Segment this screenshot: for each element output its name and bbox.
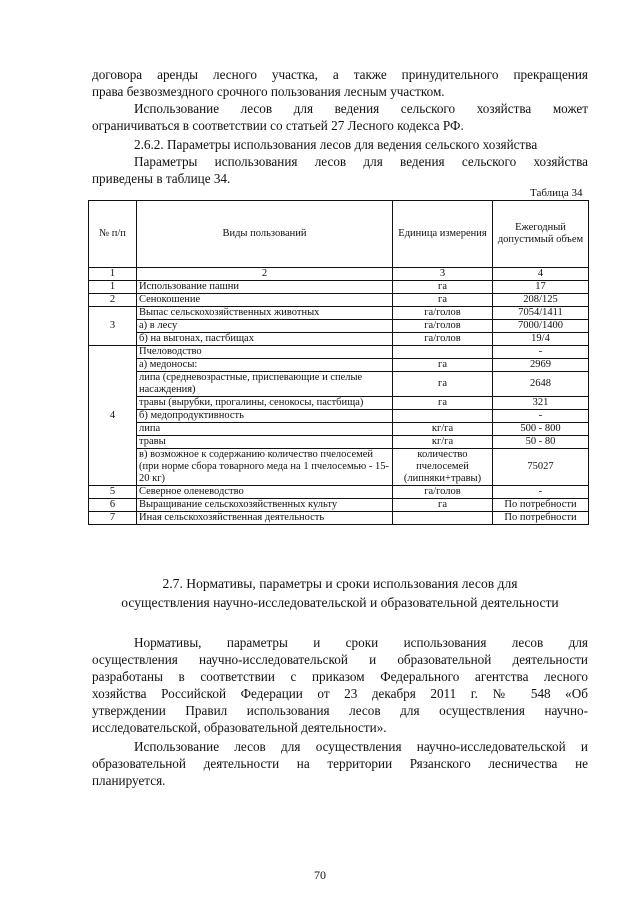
row-type: Северное оленеводство	[137, 486, 393, 499]
text-line: хозяйства Российской Федерации от 23 декабря 2011 г. № 548 «Об	[92, 686, 588, 701]
row-type: травы (вырубки, прогалины, сенокосы, пастбища)	[137, 397, 393, 410]
table-row	[89, 423, 589, 436]
row-unit: кг/га	[393, 423, 493, 436]
row-volume: -	[493, 486, 589, 499]
table-row	[89, 449, 589, 486]
row-volume: -	[493, 346, 589, 359]
text-line: договора аренды лесного участка, а также принудительного прекращения	[92, 67, 588, 82]
row-unit: га	[393, 294, 493, 307]
row-unit: га/голов	[393, 486, 493, 499]
row-volume: 2648	[493, 372, 589, 397]
section-heading	[80, 574, 600, 612]
text-line: Использование лесов для осуществления научно-исследовательской и	[134, 739, 588, 754]
row-type: липа	[137, 423, 393, 436]
row-num: 2	[89, 294, 137, 307]
table-row	[89, 294, 589, 307]
column-number: 1	[89, 268, 137, 281]
table-row	[89, 346, 589, 359]
row-volume: 208/125	[493, 294, 589, 307]
row-unit: га	[393, 359, 493, 372]
column-number: 4	[493, 268, 589, 281]
text-line: образовательной деятельности на территории Рязанского лесничества не	[92, 756, 588, 771]
row-type: Иная сельскохозяйственная деятельность	[137, 512, 393, 525]
row-unit	[393, 346, 493, 359]
text-line: права безвозмездного срочного пользования лесным участком.	[92, 84, 445, 99]
row-num: 6	[89, 499, 137, 512]
header-unit: Единица измерения	[393, 201, 493, 268]
row-unit: га	[393, 372, 493, 397]
text-line: Нормативы, параметры и сроки использования лесов для	[134, 635, 588, 650]
params-paragraph	[92, 153, 588, 187]
row-type: Использование пашни	[137, 281, 393, 294]
table-row	[89, 359, 589, 372]
usage-paragraph	[92, 738, 588, 789]
row-volume: 19/4	[493, 333, 589, 346]
row-num: 7	[89, 512, 137, 525]
row-type: б) на выгонах, пастбищах	[137, 333, 393, 346]
row-unit: га/голов	[393, 307, 493, 320]
row-type: липа (средневозрастные, приспевающие и спелые насаждения)	[137, 372, 393, 397]
table-row	[89, 333, 589, 346]
row-unit: кг/га	[393, 436, 493, 449]
text-line: Использование лесов для ведения сельского хозяйства может	[134, 101, 588, 116]
column-number-row	[89, 268, 589, 281]
subsection-heading: 2.6.2. Параметры использования лесов для ведения сельского хозяйства	[134, 137, 538, 152]
text-line: планируется.	[92, 773, 166, 788]
row-unit	[393, 512, 493, 525]
row-type: Сенокошение	[137, 294, 393, 307]
column-number: 2	[137, 268, 393, 281]
header-type: Виды пользований	[137, 201, 393, 268]
table-row	[89, 512, 589, 525]
text-line: приведены в таблице 34.	[92, 171, 231, 186]
row-volume: -	[493, 410, 589, 423]
table-row	[89, 410, 589, 423]
table-row	[89, 436, 589, 449]
page-number: 70	[314, 868, 326, 882]
row-volume: 7054/1411	[493, 307, 589, 320]
row-unit: га/голов	[393, 333, 493, 346]
row-unit: количество пчелосемей (липняки+травы)	[393, 449, 493, 486]
row-volume: По потребности	[493, 499, 589, 512]
text-line: осуществления научно-исследовательской и образовательной деятельности	[92, 652, 588, 667]
table-caption: Таблица 34	[530, 187, 583, 199]
text-line: Параметры использования лесов для ведения сельского хозяйства	[134, 154, 588, 169]
table-34	[88, 200, 589, 525]
table-row	[89, 397, 589, 410]
text-line: утверждении Правил использования лесов для осуществления научно-	[92, 703, 588, 718]
row-type: а) медоносы:	[137, 359, 393, 372]
table-row	[89, 486, 589, 499]
norms-paragraph	[92, 634, 588, 736]
row-volume: 500 - 800	[493, 423, 589, 436]
row-num: 3	[89, 307, 137, 346]
table-row	[89, 307, 589, 320]
intro-paragraph	[92, 66, 588, 100]
row-num: 4	[89, 346, 137, 486]
row-type: Выпас сельскохозяйственных животных	[137, 307, 393, 320]
row-volume: 75027	[493, 449, 589, 486]
row-type: Выращивание сельскохозяйственных культу	[137, 499, 393, 512]
row-volume: 2969	[493, 359, 589, 372]
row-unit	[393, 410, 493, 423]
column-number: 3	[393, 268, 493, 281]
limit-paragraph	[92, 100, 588, 134]
header-volume: Ежегодный допустимый объем	[493, 201, 589, 268]
row-volume: 7000/1400	[493, 320, 589, 333]
row-volume: 50 - 80	[493, 436, 589, 449]
row-unit: га	[393, 499, 493, 512]
table-header-row	[89, 201, 589, 268]
row-type: б) медопродуктивность	[137, 410, 393, 423]
row-type: Пчеловодство	[137, 346, 393, 359]
row-type: а) в лесу	[137, 320, 393, 333]
row-unit: га	[393, 281, 493, 294]
table-row	[89, 499, 589, 512]
section-heading-line: осуществления научно-исследовательской и образовательной деятельности	[121, 595, 559, 610]
table-row	[89, 320, 589, 333]
row-type: в) возможное к содержанию количество пчелосемей (при норме сбора товарного меда на 1 пчелосемью - 15-20 кг)	[137, 449, 393, 486]
row-type: травы	[137, 436, 393, 449]
table-row	[89, 281, 589, 294]
table-row	[89, 372, 589, 397]
row-unit: га/голов	[393, 320, 493, 333]
section-heading-line: 2.7. Нормативы, параметры и сроки использования лесов для	[162, 576, 518, 591]
row-volume: 17	[493, 281, 589, 294]
row-volume: По потребности	[493, 512, 589, 525]
row-num: 1	[89, 281, 137, 294]
row-num: 5	[89, 486, 137, 499]
row-unit: га	[393, 397, 493, 410]
text-line: исследовательской, образовательной деятельности».	[92, 720, 387, 735]
text-line: разработаны в соответствии с приказом Федерального агентства лесного	[92, 669, 588, 684]
row-volume: 321	[493, 397, 589, 410]
text-line: ограничиваться в соответствии со статьей 27 Лесного кодекса РФ.	[92, 118, 464, 133]
header-num: № п/п	[89, 201, 137, 268]
